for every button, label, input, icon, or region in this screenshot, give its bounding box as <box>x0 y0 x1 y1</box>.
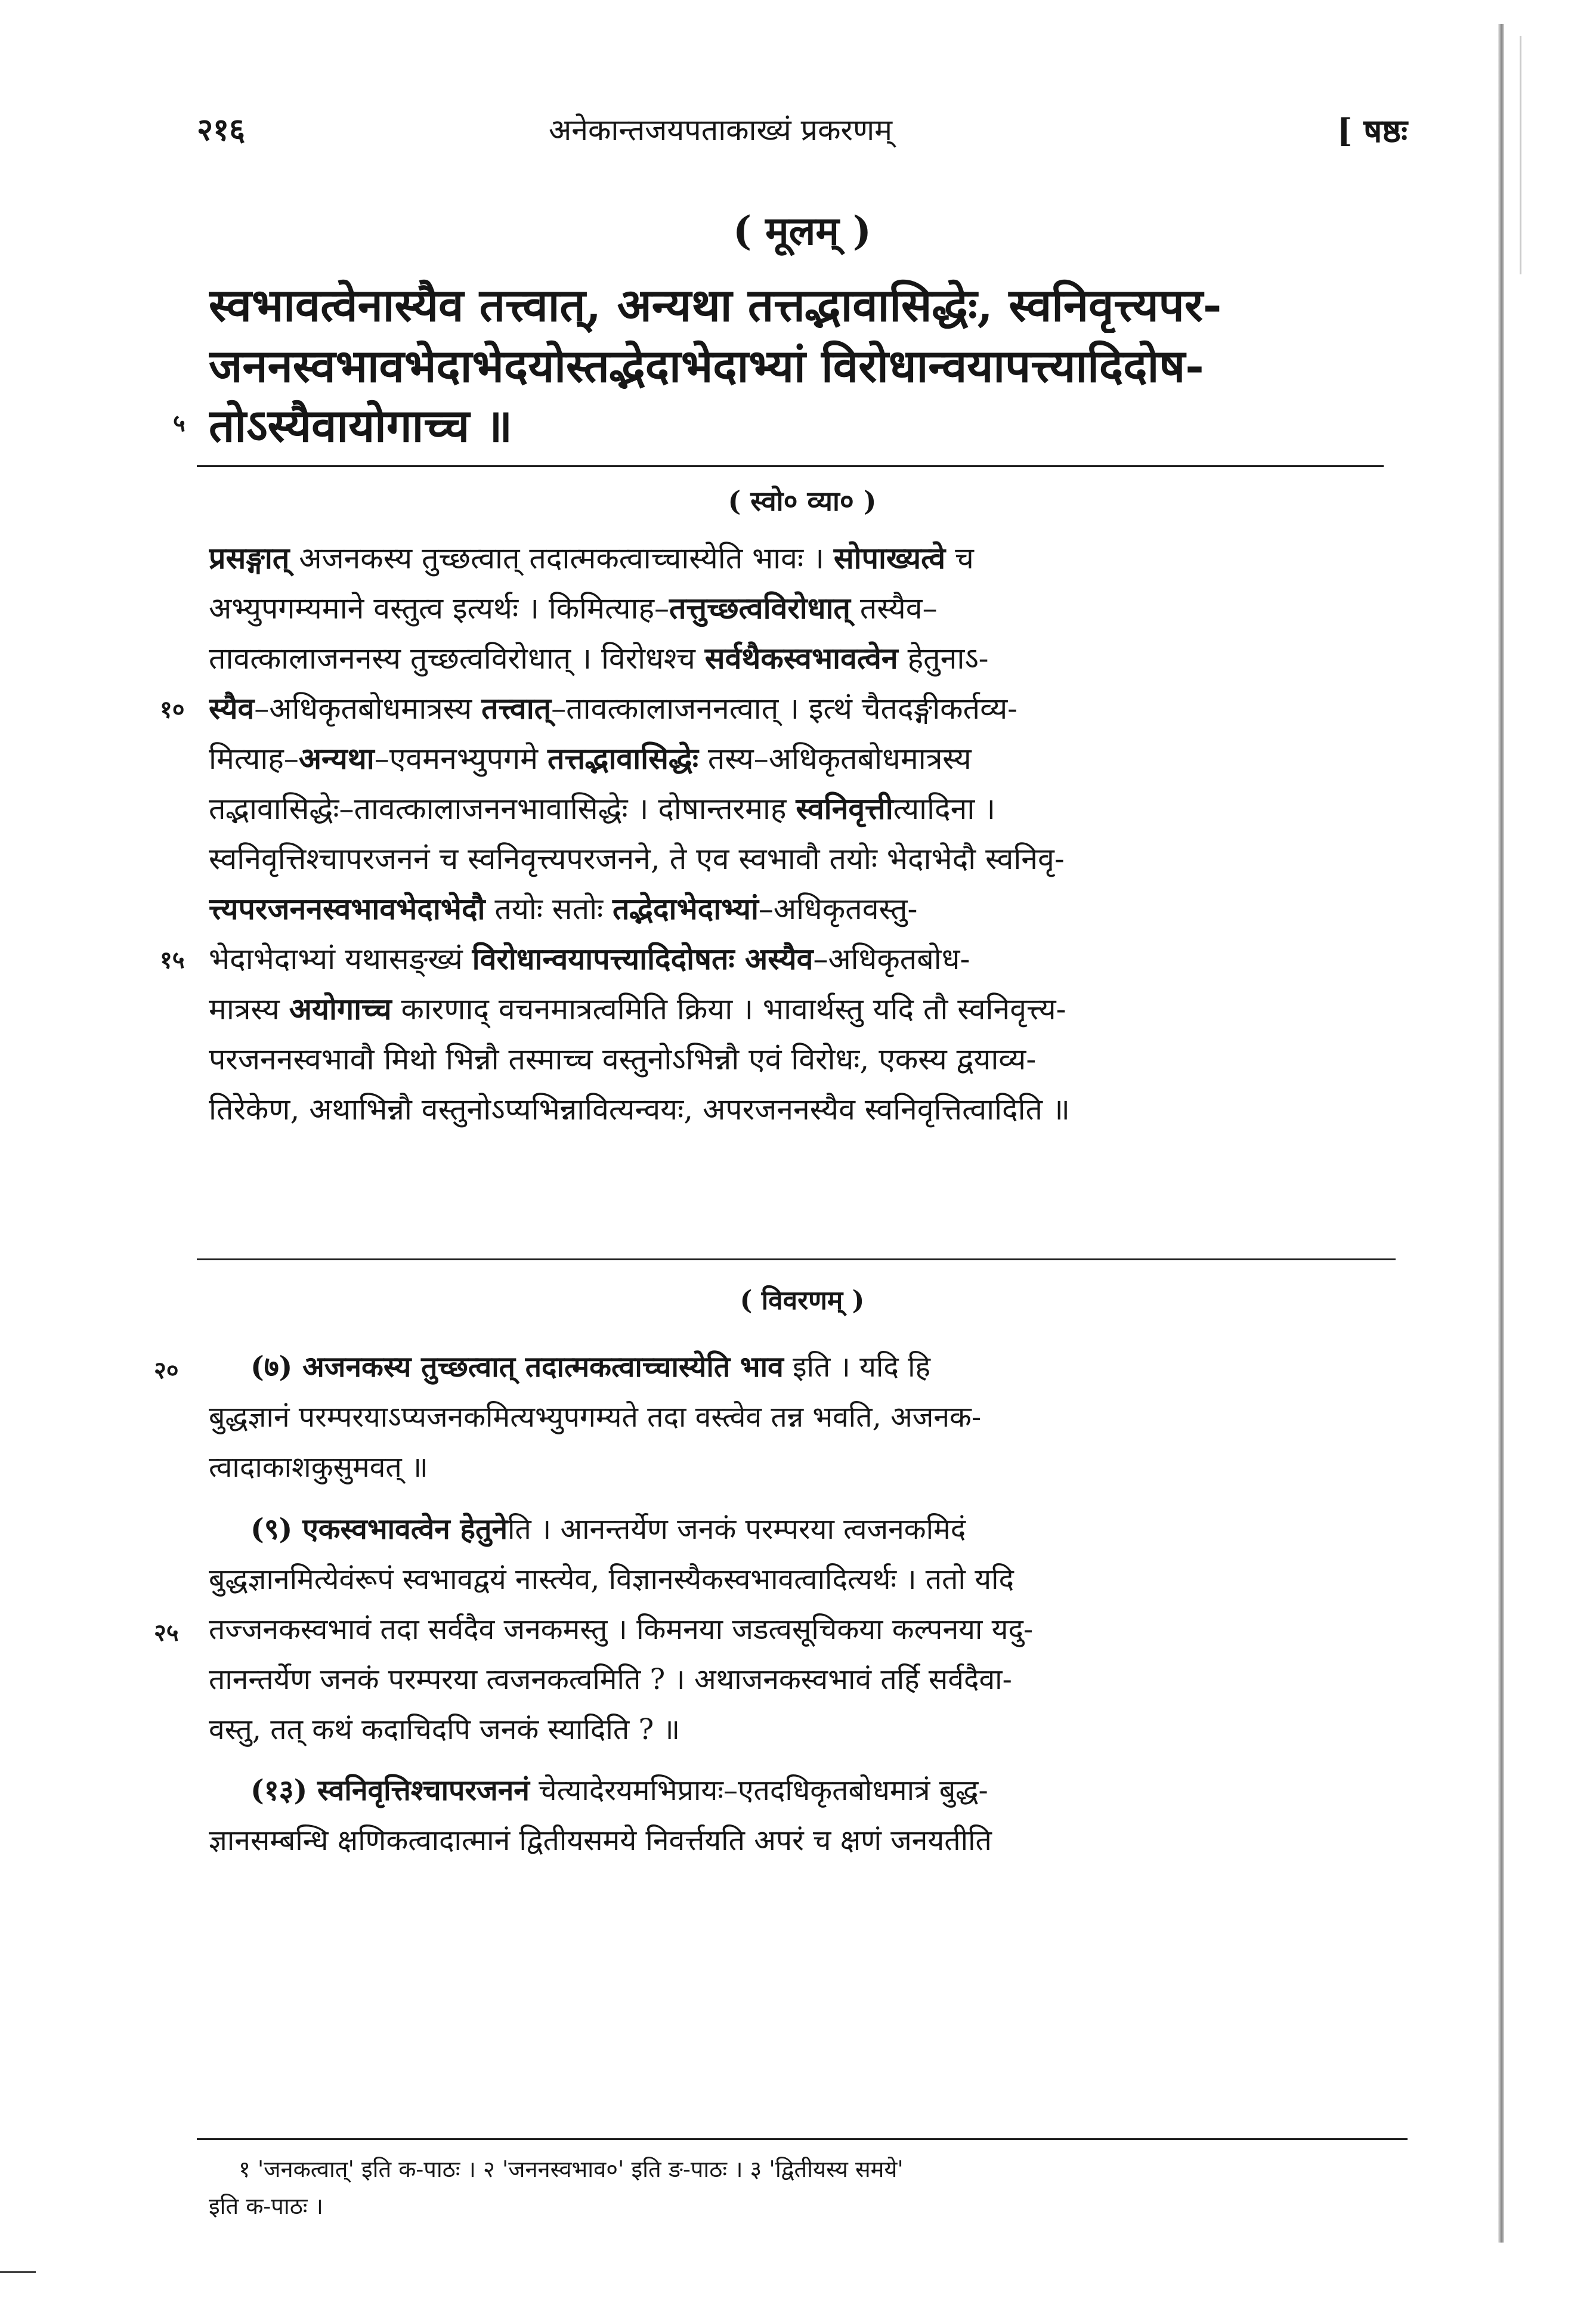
lemma: स्वनिवृत्ती <box>796 791 893 826</box>
text: ज्ञानसम्बन्धि क्षणिकत्वादात्मानं द्वितीयसमये निवर्त्तयति अपरं च क्षणं जनयतीति <box>209 1824 992 1857</box>
text: परजननस्वभावौ मिथो भिन्नौ तस्माच्च वस्तुनोऽभिन्नौ एवं विरोधः, एकस्य द्वयाव्य- <box>209 1042 1037 1077</box>
text: बुद्धज्ञानं परम्परयाऽप्यजनकमित्यभ्युपगम्यते तदा वस्त्वेव तन्न भवति, अजनक- <box>209 1400 982 1434</box>
text: तद्भावासिद्धेः–तावत्कालाजननभावासिद्धेः । दोषान्तरमाह <box>209 791 796 826</box>
vivaranam-heading: ( विवरणम् ) <box>740 1285 865 1316</box>
line-number-5: ५ <box>173 409 185 437</box>
text: स्वनिवृत्तिश्चापरजननं च स्वनिवृत्त्यपरजनने, ते एव स्वभावौ तयोः भेदाभेदौ स्वनिवृ- <box>209 842 1065 876</box>
page-edge-shadow-2 <box>1520 36 1521 274</box>
lemma: (१३) स्वनिवृत्तिश्चापरजननं <box>250 1774 530 1807</box>
text: तस्य–अधिकृतबोधमात्रस्य <box>698 741 972 776</box>
vivaranam-line-6 <box>209 1609 1402 1659</box>
lemma: सोपाख्यत्वे <box>833 540 946 576</box>
vivaranam-line-1 <box>250 1347 1402 1397</box>
commentary-line-3 <box>209 637 1399 687</box>
lemma: त्त्यपरजननस्वभावभेदाभेदौ <box>209 891 485 926</box>
text: त्वादाकाशकुसुमवत् ॥ <box>209 1451 428 1484</box>
commentary-line-4 <box>209 687 1399 737</box>
lemma: अन्यथा <box>298 741 375 776</box>
running-header <box>197 107 1408 161</box>
text: –एवमनभ्युपगमे <box>374 741 548 776</box>
text: तस्यैव– <box>850 591 938 626</box>
commentary-heading: ( स्वो० व्या० ) <box>728 485 877 517</box>
text: तिरेकेण, अथाभिन्नौ वस्तुनोऽप्यभिन्नावित्यन्वयः, अपरजननस्यैव स्वनिवृत्तित्वादिति ॥ <box>209 1092 1070 1127</box>
line-number-10: १० <box>160 695 185 723</box>
lemma: तद्भेदाभेदाभ्यां <box>613 891 759 926</box>
text: इति । यदि हि <box>783 1350 931 1384</box>
footnote-line-2: इति क-पाठः । <box>209 2193 323 2219</box>
text: भेदाभेदाभ्यां यथासङ्ख्यं <box>209 942 472 976</box>
section-label: [ षष्ठः <box>1337 112 1408 150</box>
lemma: (७) अजनकस्य तुच्छत्वात् तदात्मकत्वाच्चास्येति भाव <box>250 1350 784 1384</box>
commentary-line-12 <box>209 1088 1399 1138</box>
page-edge-shadow <box>1498 24 1504 2243</box>
commentary-line-8 <box>209 887 1399 938</box>
line-number-20: २० <box>154 1356 179 1384</box>
text: अभ्युपगम्यमाने वस्तुत्व इत्यर्थः । किमित्याह– <box>209 591 670 626</box>
text: कारणाद् वचनमात्रत्वमिति क्रिया । भावार्थस्तु यदि तौ स्वनिवृत्त्य- <box>391 992 1066 1026</box>
mulam-heading: ( मूलम् ) <box>732 208 872 254</box>
lemma: प्रसङ्गात् <box>209 540 290 576</box>
lemma: विरोधान्वयापत्त्यादिदोषतः अस्यैव <box>472 941 814 976</box>
text: –अधिकृतबोधमात्रस्य <box>254 691 482 726</box>
page-number: २१६ <box>197 112 246 148</box>
lemma: तत्त्वात् <box>481 691 552 726</box>
text: त्यादिना । <box>893 791 996 826</box>
text: अजनकस्य तुच्छत्वात् तदात्मकत्वाच्चास्येति भावः । <box>289 541 834 576</box>
vivaranam-line-9 <box>250 1770 1402 1820</box>
commentary-line-1 <box>209 537 1399 587</box>
vivaranam-line-4 <box>250 1509 1402 1559</box>
text: तावत्कालाजननस्य तुच्छत्वविरोधात् । विरोधश्च <box>209 641 705 676</box>
mulam-line-2: जननस्वभावभेदाभेदयोस्तद्भेदाभेदाभ्यां विरोधान्वयापत्त्यादिदोष- <box>209 339 1204 392</box>
text: –अधिकृतबोध- <box>813 942 970 976</box>
mulam-line-3: तोऽस्यैवायोगाच्च ॥ <box>209 399 513 452</box>
lemma: तत्तद्भावासिद्धेः <box>547 741 698 776</box>
lemma: (९) एकस्वभावत्वेन हेतुने <box>250 1513 508 1546</box>
line-number-15: १५ <box>160 946 185 974</box>
lemma: स्यैव <box>209 691 255 726</box>
text: तयोः सतोः <box>485 892 613 926</box>
text: हेतुनाऽ- <box>898 641 989 676</box>
margin-mark <box>0 2271 36 2273</box>
vivaranam-line-3 <box>209 1447 1402 1497</box>
vivaranam-line-8 <box>209 1709 1402 1759</box>
commentary-line-10 <box>209 988 1399 1038</box>
vivaranam-line-2 <box>209 1397 1402 1447</box>
text: वस्तु, तत् कथं कदाचिदपि जनकं स्यादिति ? ॥ <box>209 1713 681 1746</box>
section-divider <box>197 465 1384 467</box>
commentary-line-11 <box>209 1038 1399 1088</box>
commentary-line-9 <box>209 938 1399 988</box>
commentary-line-5 <box>209 737 1399 787</box>
text: चेत्यादेरयमभिप्रायः–एतदधिकृतबोधमात्रं बुद्ध- <box>529 1774 988 1807</box>
book-title: अनेकान्तजयपताकाख्यं प्रकरणम् <box>549 113 892 147</box>
commentary-line-6 <box>209 787 1399 837</box>
lemma: अयोगाच्च <box>289 991 392 1026</box>
text: ति । आनन्तर्येण जनकं परम्परया त्वजनकमिदं <box>507 1513 966 1546</box>
vivaranam-line-10 <box>209 1820 1402 1870</box>
text: –अधिकृतवस्तु- <box>758 892 918 926</box>
section-divider <box>197 1258 1396 1260</box>
text: –तावत्कालाजननत्वात् । इत्थं चैतदङ्गीकर्तव्य- <box>551 691 1018 726</box>
footnote-divider <box>197 2138 1408 2140</box>
footnote-line-1: १ 'जनकत्वात्' इति क-पाठः । २ 'जननस्वभाव०' इति ङ-पाठः । ३ 'द्वितीयस्य समये' <box>239 2156 904 2182</box>
vivaranam-line-7 <box>209 1659 1402 1709</box>
commentary-line-2 <box>209 587 1399 637</box>
lemma: तत्तुच्छत्वविरोधात् <box>669 590 850 626</box>
text: च <box>945 541 974 576</box>
text: बुद्धज्ञानमित्येवंरूपं स्वभावद्वयं नास्त्येव, विज्ञानस्यैकस्वभावत्वादित्यर्थः । ततो यदि <box>209 1563 1014 1596</box>
text: मात्रस्य <box>209 992 289 1026</box>
line-number-25: २५ <box>154 1619 179 1647</box>
lemma: सर्वथैकस्वभावत्वेन <box>704 641 898 676</box>
mulam-line-1: स्वभावत्वेनास्यैव तत्त्वात्, अन्यथा तत्तद्भावासिद्धेः, स्वनिवृत्त्यपर- <box>209 279 1222 332</box>
text: मित्याह– <box>209 741 299 776</box>
text: तानन्तर्येण जनकं परम्परया त्वजनकत्वमिति ? । अथाजनकस्वभावं तर्हि सर्वदैवा- <box>209 1663 1012 1696</box>
commentary-line-7 <box>209 837 1399 887</box>
vivaranam-line-5 <box>209 1559 1402 1609</box>
text: तज्जनकस्वभावं तदा सर्वदैव जनकमस्तु । किमनया जडत्वसूचिकया कल्पनया यदु- <box>209 1613 1034 1646</box>
